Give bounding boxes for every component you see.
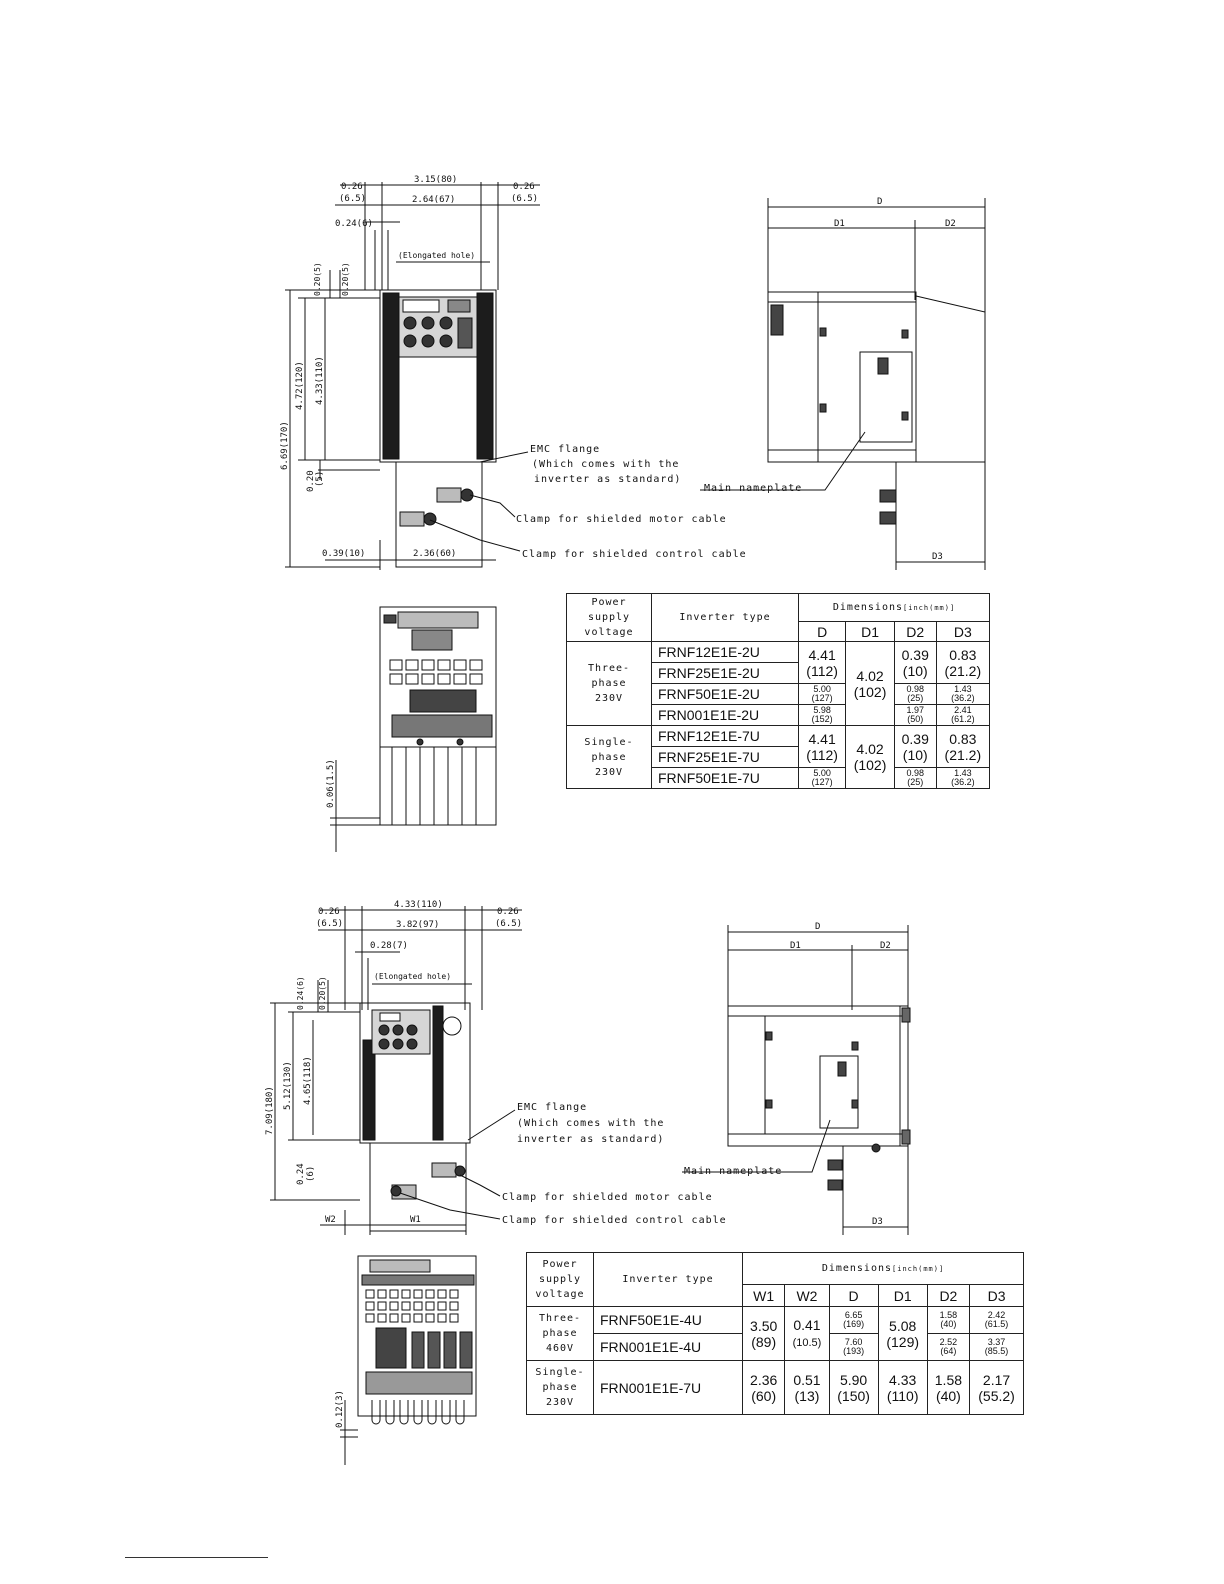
t2-cell-d bbox=[829, 1307, 878, 1334]
t1-cell-d3 bbox=[936, 705, 989, 726]
t1-model-cell: FRNF50E1E-2U bbox=[652, 684, 799, 705]
d1-dim-height-inner: 4.33(110) bbox=[315, 356, 325, 405]
t1-cell-value: 5.00 bbox=[813, 768, 831, 778]
t1-cell-value: 1.43 bbox=[954, 768, 972, 778]
t2-cell-value: 5.08 bbox=[889, 1317, 917, 1334]
d1-bottom-view bbox=[330, 607, 496, 852]
d1-dim-top-left-margin-2: (6.5) bbox=[339, 194, 367, 204]
t2-cell-d2 bbox=[927, 1334, 969, 1361]
d1-dim-side-small-1: 0.20(5) bbox=[313, 262, 322, 296]
t2-cell-value: 7.60 bbox=[844, 1337, 863, 1347]
d2-clamp-motor-label: Clamp for shielded motor cable bbox=[502, 1192, 713, 1203]
t2-model-cell: FRN001E1E-4U bbox=[594, 1334, 743, 1361]
t1-cell-value-mm: (112) bbox=[806, 662, 838, 679]
t2-cell-value-mm: (55.2) bbox=[978, 1387, 1015, 1404]
t1-dimensions-header bbox=[799, 594, 990, 622]
t1-power-header-line-2: supply bbox=[587, 612, 631, 623]
t2-model-cell: FRN001E1E-7U bbox=[594, 1361, 743, 1415]
t1-model-cell: FRNF25E1E-2U bbox=[652, 663, 799, 684]
d1-dim-bottom-left: 0.39(10) bbox=[322, 549, 366, 559]
d1-main-nameplate-label: Main nameplate bbox=[704, 483, 803, 494]
d2-dim-top-right-margin-2: (6.5) bbox=[495, 919, 523, 929]
t2-group-single-phase bbox=[527, 1361, 594, 1415]
t2-cell-d3 bbox=[970, 1361, 1024, 1415]
d2-clamp-control-label: Clamp for shielded control cable bbox=[502, 1215, 727, 1226]
t2-cell-value-mm: (10.5) bbox=[792, 1336, 822, 1349]
t1-cell-value: 5.00 bbox=[813, 684, 831, 694]
t2-power-header-line-2: supply bbox=[538, 1274, 582, 1285]
d1-elongated-hole-label: (Elongated hole) bbox=[398, 251, 476, 260]
t1-cell-d3 bbox=[936, 684, 989, 705]
t2-cell-d bbox=[829, 1361, 878, 1415]
t1-model-cell: FRNF25E1E-7U bbox=[652, 747, 799, 768]
t2-group-three-phase bbox=[527, 1307, 594, 1361]
d2-side-label-d3: D3 bbox=[872, 1217, 883, 1227]
t2-unit-label: [inch(mm)] bbox=[892, 1264, 945, 1273]
t1-cell-value-mm: (102) bbox=[853, 683, 887, 700]
t2-cell-value-mm: (89) bbox=[751, 1333, 777, 1350]
t1-cell-d2 bbox=[894, 684, 936, 705]
d2-dim-side-small-2: 0.20(5) bbox=[318, 976, 327, 1010]
d2-bottom-view bbox=[340, 1256, 476, 1465]
t1-cell-d1 bbox=[846, 726, 895, 789]
t1-cell-d bbox=[799, 768, 846, 789]
d1-emc-flange-line-2: (Which comes with the bbox=[532, 459, 680, 470]
t1-cell-value: 0.39 bbox=[901, 730, 929, 747]
d1-dim-bottom-width: 2.36(60) bbox=[413, 549, 457, 559]
t2-cell-value: 2.52 bbox=[939, 1337, 958, 1347]
d1-dim-mount-width: 2.64(67) bbox=[412, 195, 456, 205]
t1-group-single-phase bbox=[567, 726, 652, 789]
d1-side-label-d1: D1 bbox=[834, 219, 845, 229]
t1-cell-value: 4.41 bbox=[808, 646, 836, 663]
t2-cell-value: 1.58 bbox=[934, 1371, 963, 1388]
t2-cell-value-mm: (60) bbox=[751, 1387, 777, 1404]
t1-cell-value-mm: (10) bbox=[902, 662, 928, 679]
t2-cell-w2 bbox=[785, 1361, 829, 1415]
t1-cell-d3 bbox=[936, 726, 989, 768]
t2-group-single-phase-line-2: phase bbox=[542, 1382, 578, 1393]
t2-cell-value: 2.36 bbox=[750, 1371, 778, 1388]
t1-cell-value: 0.98 bbox=[906, 684, 924, 694]
t1-cell-value-mm: (21.2) bbox=[944, 746, 982, 763]
t1-type-header: Inverter type bbox=[652, 594, 799, 642]
t1-cell-value: 0.83 bbox=[949, 730, 977, 747]
d2-dim-hole-dia: 0.28(7) bbox=[370, 941, 408, 951]
t1-model-cell: FRN001E1E-2U bbox=[652, 705, 799, 726]
dimensions-table-2 bbox=[526, 1252, 1024, 1415]
t1-cell-value-mm: (10) bbox=[902, 746, 928, 763]
t2-group-three-phase-line-1: Three- bbox=[538, 1313, 582, 1324]
d1-dim-side-small-2: 0.20(5) bbox=[341, 262, 350, 296]
d2-dim-overall-width: 4.33(110) bbox=[394, 900, 443, 910]
t1-cell-value-mm: (25) bbox=[907, 777, 924, 787]
t2-cell-d1 bbox=[878, 1361, 927, 1415]
t1-dimensions-label: Dimensions bbox=[832, 601, 904, 613]
t1-cell-d bbox=[799, 684, 846, 705]
t2-cell-d2 bbox=[927, 1361, 969, 1415]
t1-cell-d bbox=[799, 642, 846, 684]
t1-model-cell: FRNF50E1E-7U bbox=[652, 768, 799, 789]
t2-group-single-phase-line-3: 230V bbox=[545, 1397, 575, 1408]
d2-emc-flange-line-3: inverter as standard) bbox=[517, 1134, 665, 1145]
d2-main-nameplate-label: Main nameplate bbox=[684, 1166, 783, 1177]
t2-type-header: Inverter type bbox=[594, 1253, 743, 1307]
d1-clamp-control-label: Clamp for shielded control cable bbox=[522, 549, 747, 560]
t2-cell-d bbox=[829, 1334, 878, 1361]
t1-power-header-line-3: voltage bbox=[584, 627, 634, 638]
t1-cell-value: 1.97 bbox=[906, 705, 924, 715]
t2-cell-d3 bbox=[970, 1334, 1024, 1361]
t1-cell-value: 2.41 bbox=[954, 705, 972, 715]
t1-group-single-phase-line-2: phase bbox=[591, 751, 627, 763]
t2-cell-value: 4.33 bbox=[889, 1371, 917, 1388]
d2-emc-flange-line-2: (Which comes with the bbox=[517, 1118, 665, 1129]
t1-cell-value-mm: (25) bbox=[907, 693, 924, 703]
t2-model-cell: FRNF50E1E-4U bbox=[594, 1307, 743, 1334]
t2-cell-value-mm: (110) bbox=[886, 1387, 919, 1404]
t2-cell-d1 bbox=[878, 1307, 927, 1361]
t1-cell-value: 0.98 bbox=[906, 768, 924, 778]
t1-group-single-phase-line-3: 230V bbox=[594, 766, 624, 778]
footer-rule bbox=[125, 1557, 268, 1558]
t1-cell-value-mm: (152) bbox=[811, 714, 833, 724]
t1-cell-value-mm: (61.2) bbox=[951, 714, 975, 724]
t2-cell-value: 2.42 bbox=[987, 1310, 1006, 1320]
t1-subheader-d2: D2 bbox=[894, 622, 936, 642]
t2-cell-d3 bbox=[970, 1307, 1024, 1334]
t2-power-header-line-3: voltage bbox=[535, 1289, 585, 1300]
t2-cell-value: 0.51 bbox=[793, 1371, 821, 1388]
d1-dim-height-mount: 4.72(120) bbox=[295, 361, 305, 410]
d1-dim-bottom-offset-1: 0.20 bbox=[306, 470, 316, 492]
t1-group-three-phase-line-3: 230V bbox=[594, 693, 624, 704]
d2-dim-bottom-offset-2: (6) bbox=[306, 1165, 316, 1182]
d1-dim-bottom-offset-2: (5) bbox=[315, 470, 325, 487]
d1-emc-flange-line-1: EMC flange bbox=[530, 444, 601, 455]
d1-clamp-motor-label: Clamp for shielded motor cable bbox=[516, 514, 727, 525]
t2-cell-value-mm: (13) bbox=[794, 1387, 820, 1404]
t2-group-three-phase-line-2: phase bbox=[542, 1328, 578, 1339]
t2-cell-value-mm: (85.5) bbox=[984, 1346, 1009, 1356]
dimensions-table-1 bbox=[566, 593, 990, 789]
t2-cell-value-mm: (40) bbox=[940, 1319, 957, 1329]
t2-cell-value-mm: (150) bbox=[837, 1387, 870, 1404]
d2-dim-w2: W2 bbox=[325, 1215, 336, 1225]
t1-cell-d2 bbox=[894, 642, 936, 684]
t2-cell-d2 bbox=[927, 1307, 969, 1334]
t1-cell-value-mm: (112) bbox=[806, 746, 838, 763]
t1-cell-d2 bbox=[894, 726, 936, 768]
t2-subheader-w1: W1 bbox=[743, 1285, 785, 1307]
t2-group-three-phase-line-3: 460V bbox=[545, 1343, 575, 1354]
t2-cell-value-mm: (169) bbox=[843, 1319, 865, 1329]
t2-dimensions-label: Dimensions bbox=[821, 1262, 893, 1274]
d2-dim-height-overall: 7.09(180) bbox=[265, 1086, 275, 1135]
t2-cell-w2 bbox=[785, 1307, 829, 1361]
t2-power-header bbox=[527, 1253, 594, 1307]
d1-side-label-d2: D2 bbox=[945, 219, 956, 229]
t1-cell-value-mm: (102) bbox=[853, 757, 887, 773]
t1-subheader-d1: D1 bbox=[846, 622, 895, 642]
d1-side-label-d: D bbox=[877, 197, 883, 207]
d2-emc-flange-line-1: EMC flange bbox=[517, 1102, 588, 1113]
t2-subheader-d3: D3 bbox=[970, 1285, 1024, 1307]
t1-cell-value: 4.02 bbox=[856, 667, 884, 684]
t1-power-header bbox=[567, 594, 652, 642]
t1-cell-value: 4.41 bbox=[808, 730, 836, 747]
t1-cell-value: 4.02 bbox=[856, 741, 884, 757]
d1-side-view bbox=[700, 198, 985, 570]
t2-subheader-d2: D2 bbox=[927, 1285, 969, 1307]
d1-dim-flange-bottom: 0.06(1.5) bbox=[326, 759, 336, 808]
t1-cell-value-mm: (50) bbox=[907, 714, 924, 724]
t2-cell-value-mm: (64) bbox=[940, 1346, 957, 1356]
d2-dim-top-left-margin-2: (6.5) bbox=[316, 919, 344, 929]
t1-power-header-line-1: Power bbox=[591, 597, 627, 608]
t2-cell-w1 bbox=[743, 1307, 785, 1361]
d1-side-label-d3: D3 bbox=[932, 552, 943, 562]
t2-cell-value: 3.37 bbox=[987, 1337, 1006, 1347]
t1-cell-value-mm: (127) bbox=[811, 777, 833, 787]
d2-dim-mount-width: 3.82(97) bbox=[396, 920, 440, 930]
d2-side-label-d: D bbox=[815, 922, 821, 932]
t1-cell-value-mm: (36.2) bbox=[951, 777, 975, 787]
t1-cell-value: 1.43 bbox=[954, 684, 972, 694]
t2-cell-value: 3.50 bbox=[750, 1317, 778, 1334]
t1-cell-d2 bbox=[894, 705, 936, 726]
t1-cell-d bbox=[799, 726, 846, 768]
d2-side-label-d1: D1 bbox=[790, 941, 801, 951]
t1-group-three-phase bbox=[567, 642, 652, 726]
t2-cell-w1 bbox=[743, 1361, 785, 1415]
t1-group-three-phase-line-1: Three- bbox=[587, 663, 631, 674]
t1-model-cell: FRNF12E1E-7U bbox=[652, 726, 799, 747]
t2-cell-value: 6.65 bbox=[844, 1310, 863, 1320]
t2-cell-value: 5.90 bbox=[839, 1371, 868, 1388]
t2-subheader-d: D bbox=[829, 1285, 878, 1307]
t1-model-cell: FRNF12E1E-2U bbox=[652, 642, 799, 663]
t2-cell-value-mm: (193) bbox=[843, 1346, 865, 1356]
t2-cell-value: 0.41 bbox=[793, 1316, 821, 1333]
t1-subheader-d3: D3 bbox=[936, 622, 989, 642]
t1-cell-d bbox=[799, 705, 846, 726]
d1-dim-overall-width: 3.15(80) bbox=[414, 175, 458, 185]
t2-cell-value-mm: (61.5) bbox=[984, 1319, 1009, 1329]
t1-cell-value-mm: (127) bbox=[811, 693, 833, 703]
t2-cell-value-mm: (129) bbox=[886, 1333, 920, 1350]
d1-dim-top-right-margin-1: 0.26 bbox=[513, 182, 535, 192]
d2-dim-top-right-margin-1: 0.26 bbox=[497, 907, 519, 917]
d2-dim-w1: W1 bbox=[410, 1215, 421, 1225]
t1-cell-value-mm: (36.2) bbox=[951, 693, 975, 703]
t1-cell-value: 5.98 bbox=[813, 705, 831, 715]
t2-cell-value-mm: (40) bbox=[935, 1387, 961, 1404]
t2-power-header-line-1: Power bbox=[542, 1259, 578, 1270]
d1-dim-height-overall: 6.69(170) bbox=[280, 421, 290, 470]
t2-group-single-phase-line-1: Single- bbox=[535, 1367, 585, 1378]
t2-subheader-w2: W2 bbox=[785, 1285, 829, 1307]
t1-subheader-d: D bbox=[799, 622, 846, 642]
d2-dim-top-left-margin-1: 0.26 bbox=[318, 907, 340, 917]
t1-cell-value: 0.39 bbox=[901, 646, 929, 663]
d1-emc-flange-line-3: inverter as standard) bbox=[534, 474, 682, 485]
d2-side-label-d2: D2 bbox=[880, 941, 891, 951]
t1-group-three-phase-line-2: phase bbox=[591, 678, 627, 689]
t1-cell-value: 0.83 bbox=[949, 646, 977, 663]
t1-cell-value-mm: (21.2) bbox=[944, 662, 982, 679]
d2-dim-flange-bottom: 0.12(3) bbox=[335, 1390, 345, 1428]
t1-cell-d1 bbox=[846, 642, 895, 726]
d2-elongated-hole-label: (Elongated hole) bbox=[374, 972, 452, 981]
d2-dim-bottom-offset-1: 0.24 bbox=[296, 1163, 306, 1185]
d1-dim-top-right-margin-2: (6.5) bbox=[511, 194, 539, 204]
t2-subheader-d1: D1 bbox=[878, 1285, 927, 1307]
d2-dim-side-small-1: 0.24(6) bbox=[296, 976, 305, 1010]
d2-dim-height-mount: 5.12(130) bbox=[283, 1061, 293, 1110]
t1-cell-d3 bbox=[936, 768, 989, 789]
t1-group-single-phase-line-1: Single- bbox=[584, 736, 634, 748]
d2-dim-height-inner: 4.65(118) bbox=[303, 1056, 313, 1105]
t2-dimensions-header bbox=[743, 1253, 1024, 1285]
t1-cell-d3 bbox=[936, 642, 989, 684]
t2-cell-value: 2.17 bbox=[982, 1371, 1011, 1388]
t2-cell-value: 1.58 bbox=[939, 1310, 958, 1320]
d1-dim-hole-dia: 0.24(6) bbox=[335, 219, 373, 229]
d2-side-view bbox=[682, 925, 910, 1235]
t1-cell-d2 bbox=[894, 768, 936, 789]
d1-dim-top-left-margin-1: 0.26 bbox=[341, 182, 363, 192]
t1-unit-label: [inch(mm)] bbox=[903, 603, 956, 612]
